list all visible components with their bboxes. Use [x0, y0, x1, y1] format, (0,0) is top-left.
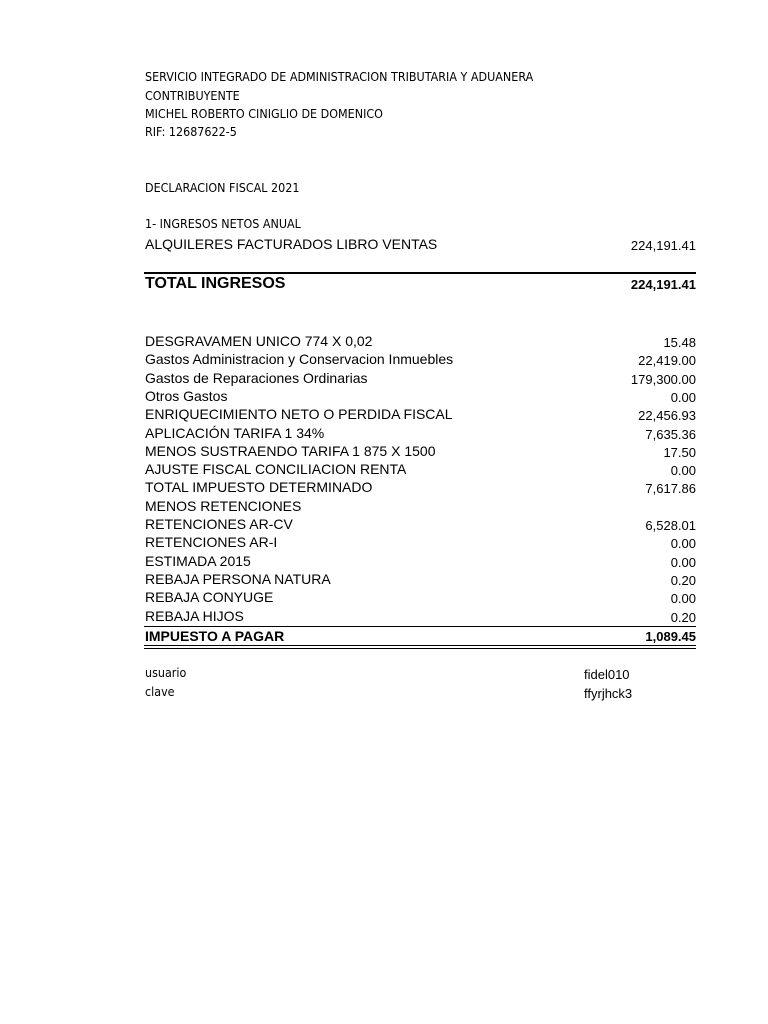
user-value: fidel010 — [584, 667, 630, 682]
total-income-divider — [144, 272, 696, 274]
total-income-value: 224,191.41 — [630, 277, 696, 292]
item-value: 0.00 — [670, 591, 696, 606]
item-value: 0.00 — [670, 390, 696, 405]
item-label: DESGRAVAMEN UNICO 774 X 0,02 — [145, 333, 373, 349]
payable-bottom-divider-2 — [144, 648, 696, 649]
income-line-label: ALQUILERES FACTURADOS LIBRO VENTAS — [145, 236, 438, 252]
item-value: 179,300.00 — [630, 372, 696, 387]
item-label: REBAJA PERSONA NATURA — [145, 571, 331, 587]
declaration-title: DECLARACION FISCAL 2021 — [145, 181, 300, 195]
item-label: ESTIMADA 2015 — [145, 553, 251, 569]
item-label: APLICACIÓN TARIFA 1 34% — [145, 425, 325, 441]
item-value: 0.20 — [670, 610, 696, 625]
item-label: MENOS SUSTRAENDO TARIFA 1 875 X 1500 — [145, 443, 436, 459]
item-value: 7,617.86 — [645, 481, 696, 496]
payable-bottom-divider-1 — [144, 645, 696, 646]
taxpayer-role: CONTRIBUYENTE — [145, 89, 240, 103]
income-line-value: 224,191.41 — [630, 238, 696, 253]
item-label: RETENCIONES AR-I — [145, 534, 278, 550]
item-value: 7,635.36 — [645, 427, 696, 442]
user-label: usuario — [145, 666, 187, 680]
item-value: 0.00 — [670, 536, 696, 551]
item-value: 22,419.00 — [638, 353, 696, 368]
item-value: 6,528.01 — [645, 518, 696, 533]
payable-label: IMPUESTO A PAGAR — [145, 628, 285, 644]
taxpayer-name: MICHEL ROBERTO CINIGLIO DE DOMENICO — [145, 107, 383, 121]
agency-name: SERVICIO INTEGRADO DE ADMINISTRACION TRIBUTARIA Y ADUANERA — [145, 70, 534, 84]
item-label: Gastos Administracion y Conservacion Inmuebles — [145, 351, 454, 367]
item-value: 0.00 — [670, 555, 696, 570]
item-value: 15.48 — [663, 335, 696, 350]
item-label: Otros Gastos — [145, 388, 228, 404]
payable-top-divider — [144, 626, 696, 627]
item-label: Gastos de Reparaciones Ordinarias — [145, 370, 368, 386]
password-value: ffyrjhck3 — [584, 686, 633, 701]
item-label: REBAJA CONYUGE — [145, 589, 274, 605]
item-value: 17.50 — [663, 445, 696, 460]
item-label: RETENCIONES AR-CV — [145, 516, 293, 532]
item-label: TOTAL IMPUESTO DETERMINADO — [145, 479, 373, 495]
item-value: 0.20 — [670, 573, 696, 588]
item-value: 0.00 — [670, 463, 696, 478]
taxpayer-rif: RIF: 12687622-5 — [145, 125, 237, 139]
item-label: REBAJA HIJOS — [145, 608, 244, 624]
item-label: AJUSTE FISCAL CONCILIACION RENTA — [145, 461, 407, 477]
item-label: ENRIQUECIMIENTO NETO O PERDIDA FISCAL — [145, 406, 453, 422]
income-section-title: 1- INGRESOS NETOS ANUAL — [145, 217, 301, 231]
total-income-label: TOTAL INGRESOS — [145, 275, 286, 292]
payable-value: 1,089.45 — [645, 629, 696, 644]
item-value: 22,456.93 — [638, 408, 696, 423]
item-label: MENOS RETENCIONES — [145, 498, 302, 514]
password-label: clave — [145, 685, 175, 699]
